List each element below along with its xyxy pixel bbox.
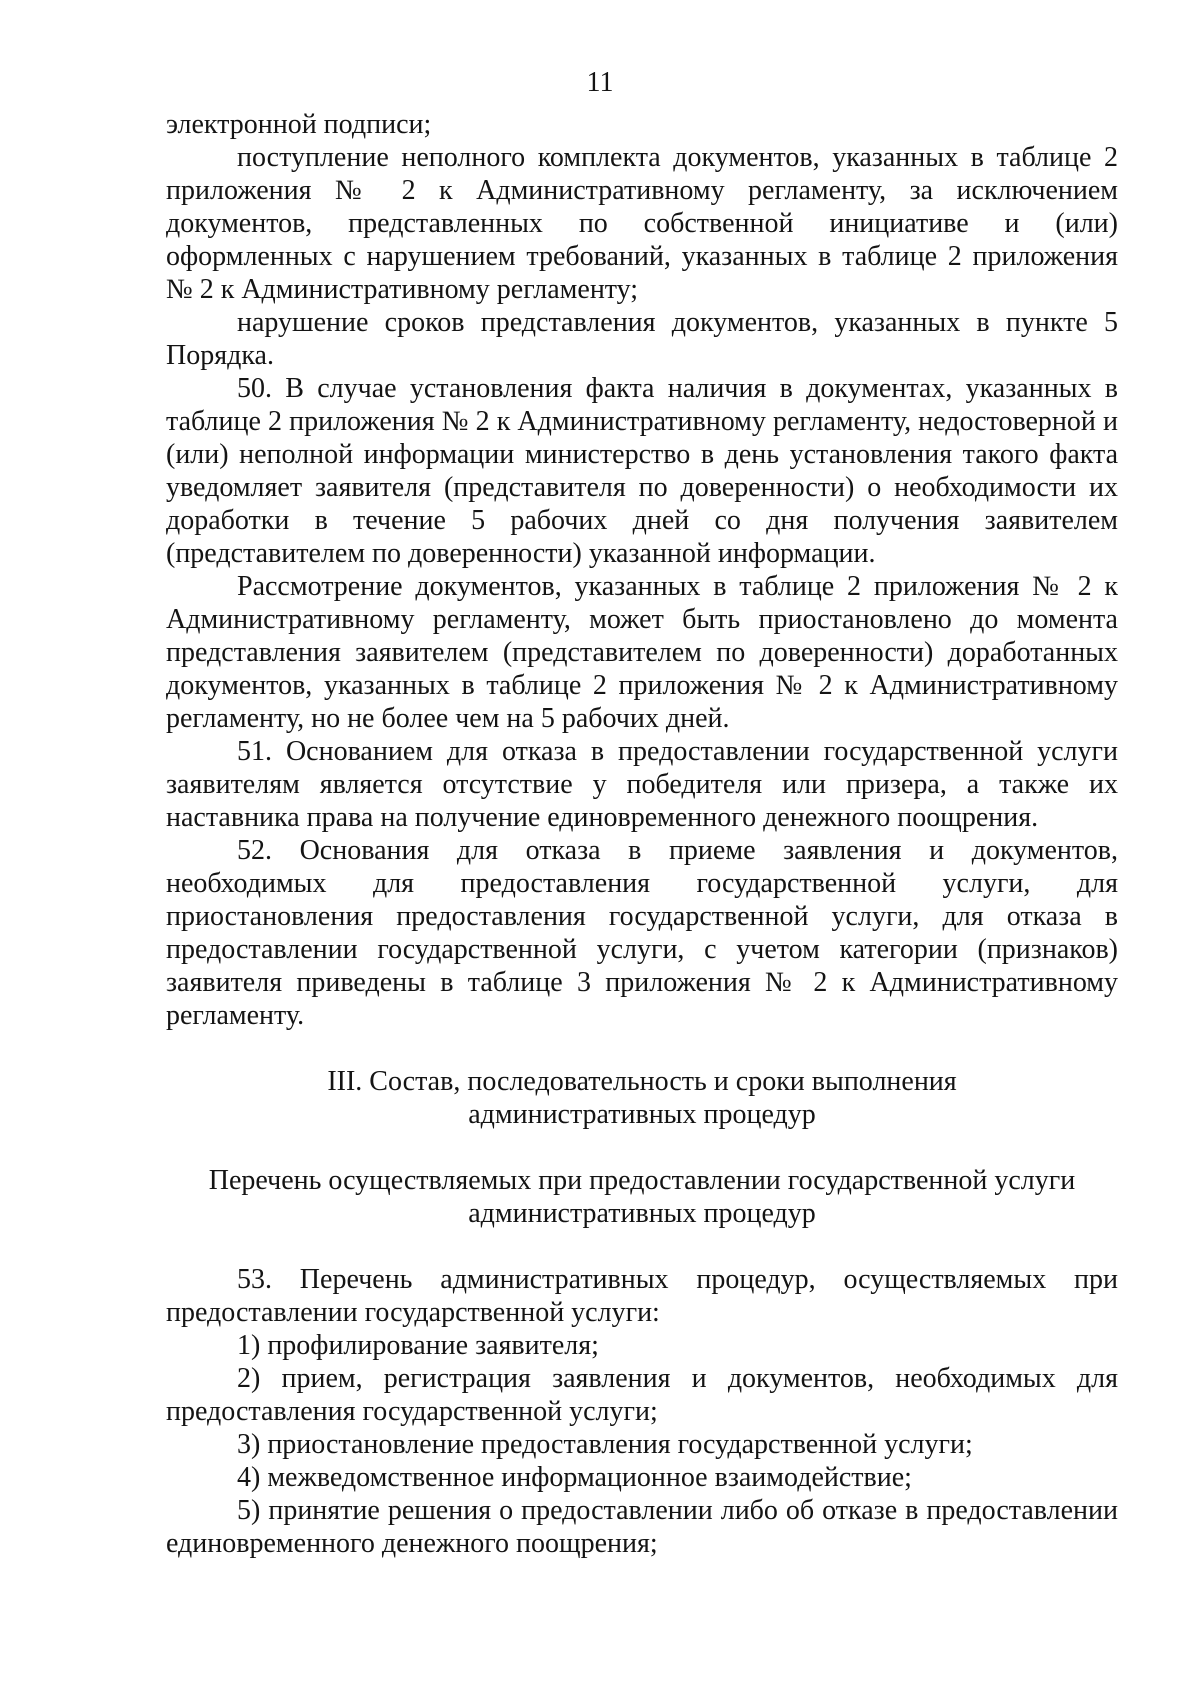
list-item: 4) межведомственное информационное взаимодействие; bbox=[237, 1462, 912, 1493]
list-item: 1) профилирование заявителя; bbox=[237, 1330, 599, 1361]
paragraph-clause-51: 51. Основанием для отказа в предоставлении государственной услуги заявителям является отсутствие у победителя или призера, а также их наставника права на получение единовременного денежного поощрения. bbox=[166, 736, 1118, 833]
paragraph: поступление неполного комплекта документов, указанных в таблице 2 приложения № 2 к Административному регламенту, за исключением документов, представленных по собственной инициативе и (или) оформленных с нарушением требований, указанных в таблице 2 приложения № 2 к Административному регламенту; bbox=[166, 142, 1118, 305]
subsection-heading-line-1: Перечень осуществляемых при предоставлении государственной услуги bbox=[208, 1165, 1076, 1196]
paragraph-clause-52: 52. Основания для отказа в приеме заявления и документов, необходимых для предоставления государственной услуги, для приостановления предоставления государственной услуги, для отказа в предоставлении государственной услуги, с учетом категории (признаков) заявителя приведены в таблице 3 приложения № 2 к Административному регламенту. bbox=[166, 835, 1118, 1031]
paragraph: Рассмотрение документов, указанных в таблице 2 приложения № 2 к Административному регламенту, может быть приостановлено до момента представления заявителем (представителем по доверенности) доработанных документов, указанных в таблице 2 приложения № 2 к Административному регламенту, но не более чем на 5 рабочих дней. bbox=[166, 571, 1118, 734]
list-item: 5) принятие решения о предоставлении либо об отказе в предоставлении единовременного денежного поощрения; bbox=[166, 1495, 1118, 1559]
list-item: 2) прием, регистрация заявления и документов, необходимых для предоставления государственной услуги; bbox=[166, 1363, 1118, 1427]
paragraph-clause-53: 53. Перечень административных процедур, осуществляемых при предоставлении государственной услуги: bbox=[166, 1264, 1118, 1328]
paragraph: электронной подписи; bbox=[166, 109, 432, 140]
page-number: 11 bbox=[586, 67, 614, 98]
list-item: 3) приостановление предоставления государственной услуги; bbox=[237, 1429, 973, 1460]
document-body bbox=[166, 108, 1118, 1560]
paragraph: нарушение сроков представления документов, указанных в пункте 5 Порядка. bbox=[166, 307, 1118, 371]
paragraph-clause-50: 50. В случае установления факта наличия в документах, указанных в таблице 2 приложения № 2 к Административному регламенту, недостоверной и (или) неполной информации министерство в день установления такого факта уведомляет заявителя (представителя по доверенности) о необходимости их доработки в течение 5 рабочих дней со дня получения заявителем (представителем по доверенности) указанной информации. bbox=[166, 373, 1118, 569]
subsection-heading-line-2: административных процедур bbox=[468, 1198, 816, 1229]
section-heading-line-1: III. Состав, последовательность и сроки выполнения bbox=[327, 1066, 957, 1097]
section-heading-line-2: административных процедур bbox=[468, 1099, 816, 1130]
